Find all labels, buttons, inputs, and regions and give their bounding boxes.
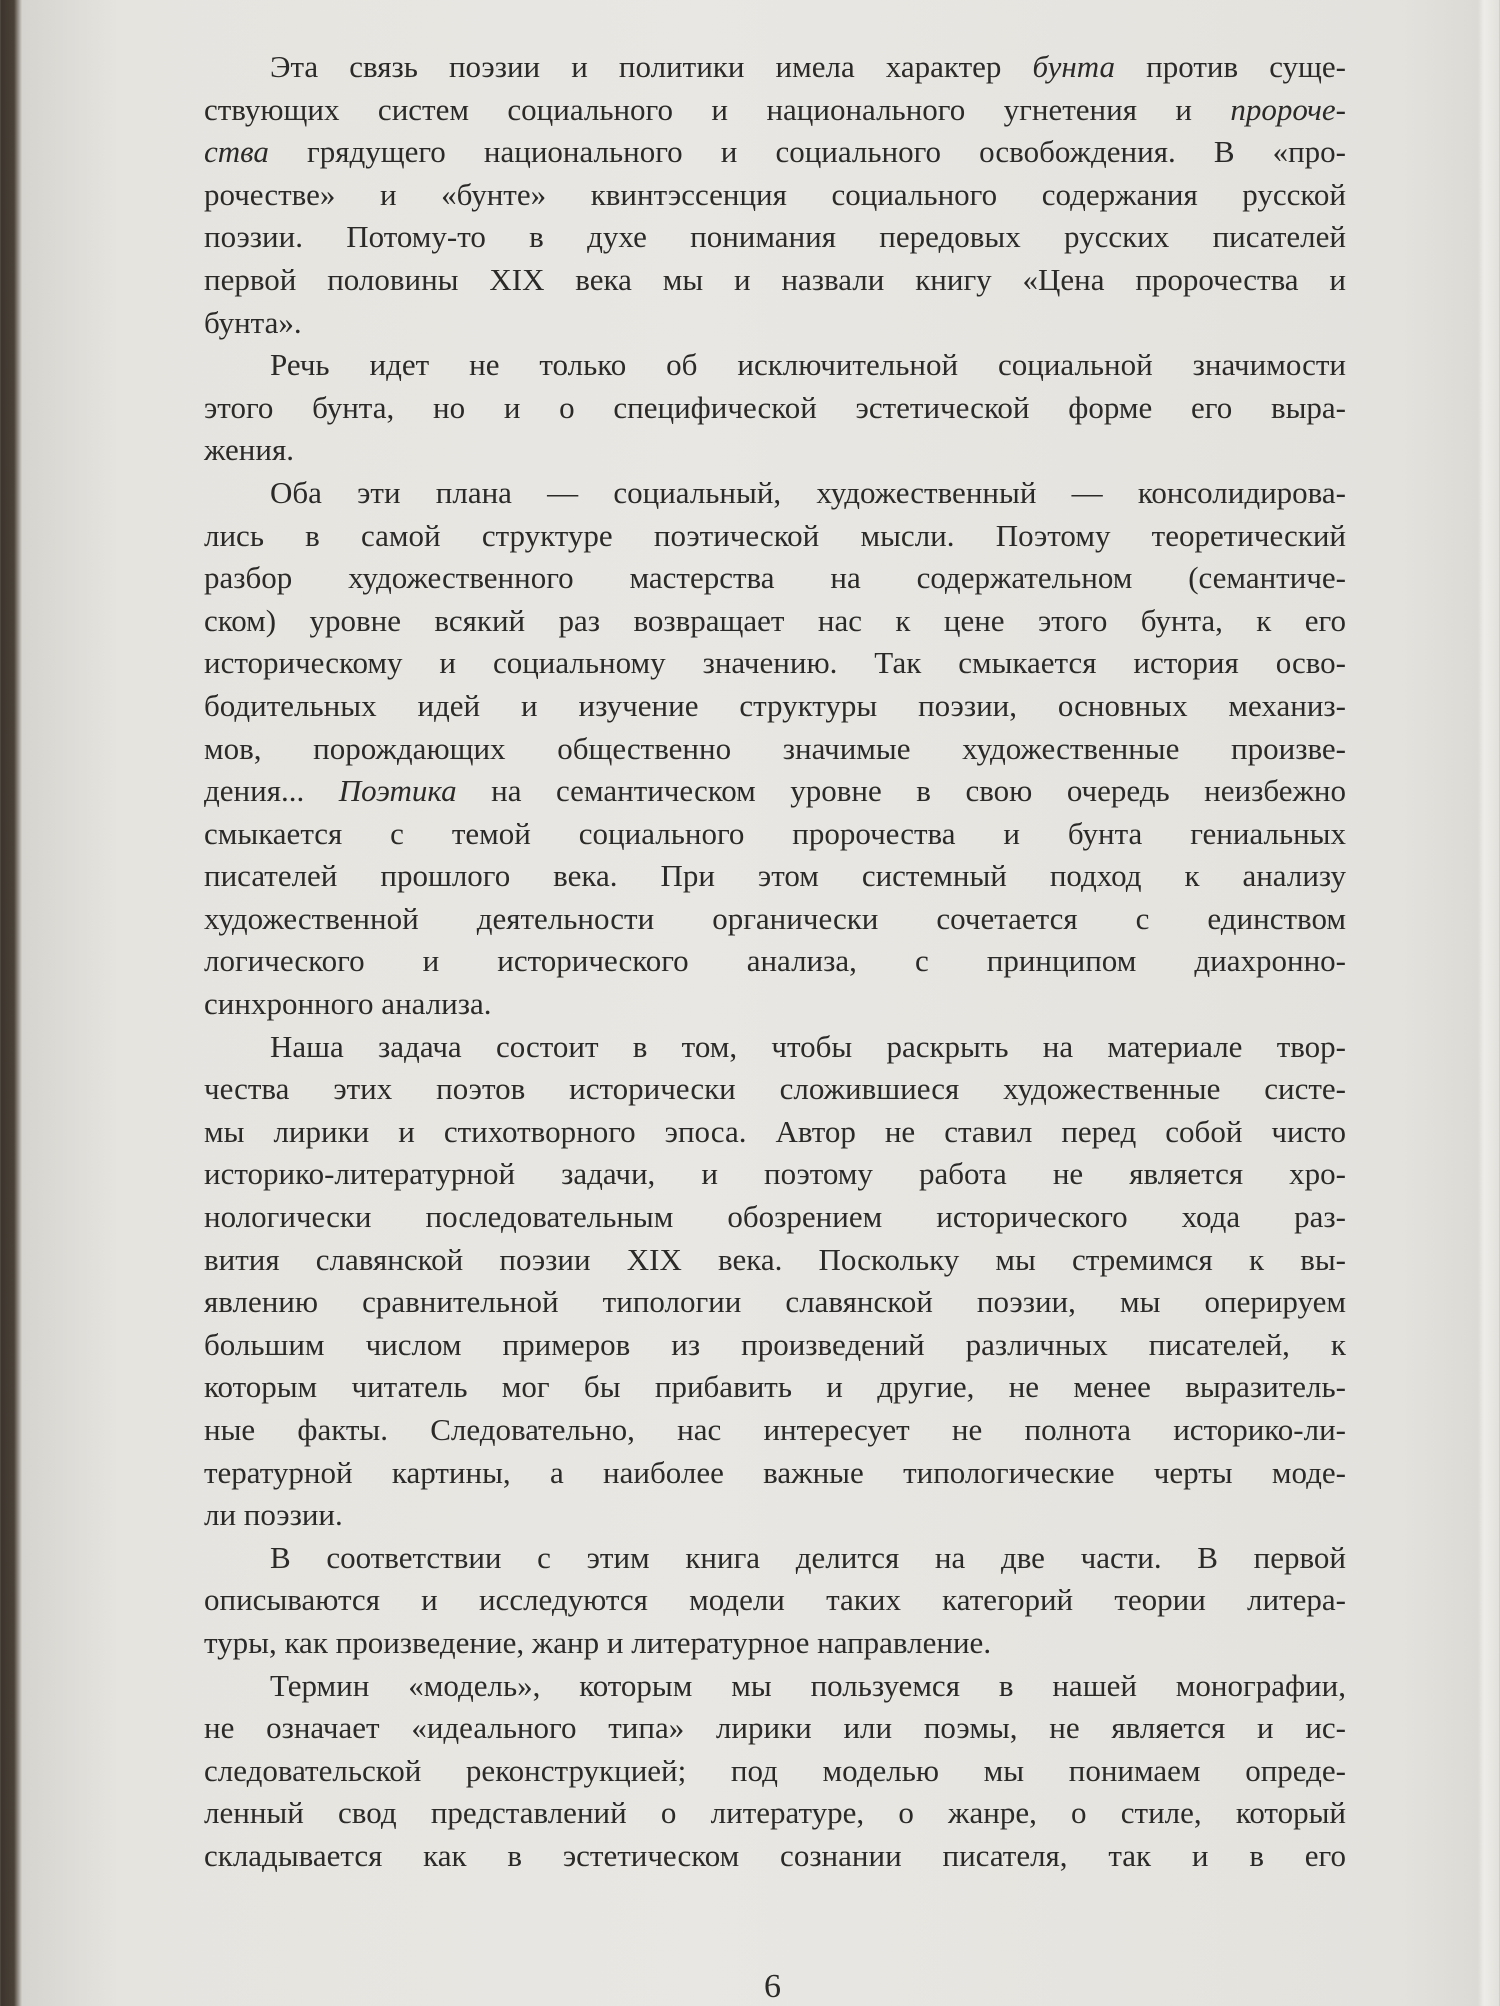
text-line <box>204 216 1346 259</box>
text-segment: Термин «модель», которым мы пользуемся в нашей монографии, <box>270 1667 1346 1703</box>
text-line <box>204 685 1346 728</box>
text-segment: которым читатель мог бы прибавить и другие, не менее выразитель- <box>204 1369 1346 1405</box>
text-segment: синхронного анализа. <box>204 986 492 1022</box>
text-line <box>204 1579 1346 1622</box>
text-segment: грядущего национального и социального освобождения. В «про- <box>268 134 1346 170</box>
text-line <box>204 1750 1346 1793</box>
text-line <box>204 302 1346 345</box>
italic-text: Поэтика <box>338 773 457 809</box>
paragraph <box>204 46 1346 344</box>
text-segment: ли поэзии. <box>204 1497 343 1533</box>
text-segment: следовательской реконструкцией; под моделью мы понимаем опреде- <box>204 1752 1346 1788</box>
text-line <box>204 1494 1346 1537</box>
text-segment: В соответствии с этим книга делится на две части. В первой <box>270 1539 1346 1575</box>
text-line <box>204 131 1346 174</box>
text-segment: ском) уровне всякий раз возвращает нас к цене этого бунта, к его <box>204 602 1346 638</box>
text-segment: этого бунта, но и о специфической эстетической форме его выра- <box>204 389 1346 425</box>
text-line <box>204 983 1346 1026</box>
text-line <box>204 557 1346 600</box>
text-line <box>204 898 1346 941</box>
text-segment: не означает «идеального типа» лирики или поэмы, не является и ис- <box>204 1710 1346 1746</box>
text-segment: дения... <box>204 773 339 809</box>
page-text <box>204 46 1346 1878</box>
text-segment: ствующих систем социального и национального угнетения и <box>204 91 1231 127</box>
text-segment: историческому и социальному значению. Так смыкается история осво- <box>204 645 1346 681</box>
text-segment: Речь идет не только об исключительной социальной значимости <box>270 347 1346 383</box>
text-line <box>204 429 1346 472</box>
text-segment: туры, как произведение, жанр и литературное направление. <box>204 1624 992 1660</box>
text-segment: нологически последовательным обозрением исторического хода раз- <box>204 1199 1346 1235</box>
text-line <box>204 1281 1346 1324</box>
text-segment: описываются и исследуются модели таких категорий теории литера- <box>204 1582 1346 1618</box>
text-line <box>204 1622 1346 1665</box>
text-line <box>204 1068 1346 1111</box>
text-line <box>204 1324 1346 1367</box>
italic-text: бунта <box>1032 49 1116 84</box>
text-line <box>204 174 1346 217</box>
text-segment: вития славянской поэзии XIX века. Поскольку мы стремимся к вы- <box>204 1241 1346 1277</box>
text-segment: смыкается с темой социального пророчества и бунта гениальных <box>204 815 1346 851</box>
paragraph <box>204 1537 1346 1665</box>
text-line <box>204 1452 1346 1495</box>
text-line <box>204 46 1346 89</box>
text-segment: складывается как в эстетическом сознании писателя, так и в его <box>204 1837 1346 1873</box>
text-segment: ленный свод представлений о литературе, о жанре, о стиле, который <box>204 1795 1346 1831</box>
text-line <box>204 1835 1346 1878</box>
text-line <box>204 1409 1346 1452</box>
paragraph <box>204 1026 1346 1537</box>
text-line <box>204 940 1346 983</box>
text-segment: мов, порождающих общественно значимые художественные произве- <box>204 730 1346 766</box>
text-line <box>204 600 1346 643</box>
text-line <box>204 515 1346 558</box>
text-segment: Эта связь поэзии и политики имела характер <box>270 49 1033 84</box>
text-line <box>204 259 1346 302</box>
text-segment: логического и исторического анализа, с принципом диахронно- <box>204 943 1346 979</box>
text-segment: рочестве» и «бунте» квинтэссенция социального содержания русской <box>204 176 1346 212</box>
text-line <box>204 472 1346 515</box>
text-line <box>204 1196 1346 1239</box>
text-line <box>204 1537 1346 1580</box>
text-line <box>204 387 1346 430</box>
text-segment: мы лирики и стихотворного эпоса. Автор не ставил перед собой чисто <box>204 1113 1346 1149</box>
text-segment: против суще- <box>1115 49 1346 84</box>
paragraph <box>204 472 1346 1026</box>
text-line <box>204 728 1346 771</box>
text-line <box>204 1026 1346 1069</box>
italic-text: пророче- <box>1230 91 1346 127</box>
text-segment: ные факты. Следовательно, нас интересует не полнота историко-ли- <box>204 1412 1346 1447</box>
paragraph <box>204 344 1346 472</box>
text-segment: разбор художественного мастерства на содержательном (семантиче- <box>204 560 1346 596</box>
text-line <box>204 1792 1346 1835</box>
text-line <box>204 1111 1346 1154</box>
text-segment: явлению сравнительной типологии славянской поэзии, мы оперируем <box>204 1284 1346 1320</box>
text-segment: художественной деятельности органически сочетается с единством <box>204 900 1346 936</box>
text-line <box>204 1366 1346 1409</box>
text-segment: писателей прошлого века. При этом системный подход к анализу <box>204 858 1346 894</box>
text-line <box>204 642 1346 685</box>
text-segment: бодительных идей и изучение структуры поэзии, основных механиз- <box>204 687 1346 723</box>
text-segment: чества этих поэтов исторически сложившиеся художественные систе- <box>204 1071 1346 1107</box>
italic-text: ства <box>204 134 269 170</box>
text-line <box>204 1665 1346 1708</box>
text-line <box>204 1239 1346 1282</box>
text-line <box>204 813 1346 856</box>
paragraph <box>204 1665 1346 1878</box>
text-segment: историко-литературной задачи, и поэтому работа не является хро- <box>204 1156 1346 1192</box>
text-segment: Наша задача состоит в том, чтобы раскрыть на материале твор- <box>270 1028 1346 1064</box>
page-number: 6 <box>764 1968 781 2005</box>
text-segment: большим числом примеров из произведений различных писателей, к <box>204 1326 1346 1362</box>
text-segment: лись в самой структуре поэтической мысли. Поэтому теоретический <box>204 517 1346 553</box>
text-segment: Оба эти плана — социальный, художественный — консолидирова- <box>270 474 1346 510</box>
text-segment: на семантическом уровне в свою очередь неизбежно <box>456 773 1346 809</box>
text-line <box>204 344 1346 387</box>
text-segment: бунта». <box>204 304 302 340</box>
text-segment: тературной картины, а наиболее важные типологические черты моде- <box>204 1454 1346 1490</box>
text-line <box>204 1153 1346 1196</box>
text-line <box>204 89 1346 132</box>
text-line <box>204 1707 1346 1750</box>
text-line <box>204 855 1346 898</box>
text-segment: жения. <box>204 432 294 468</box>
text-line <box>204 770 1346 813</box>
text-segment: поэзии. Потому-то в духе понимания передовых русских писателей <box>204 219 1346 255</box>
text-segment: первой половины XIX века мы и назвали книгу «Цена пророчества и <box>204 261 1346 297</box>
